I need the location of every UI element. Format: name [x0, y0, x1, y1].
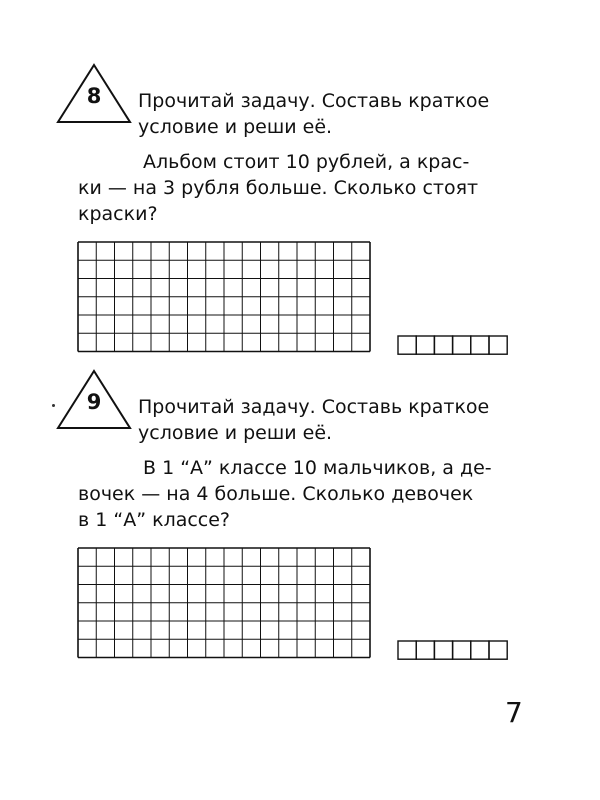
page-number: 7: [505, 696, 523, 729]
answer-cell[interactable]: [416, 641, 434, 659]
problem-line: ки — на 3 рубля больше. Сколько стоят: [78, 177, 479, 199]
answer-cells[interactable]: [397, 335, 508, 355]
problem-line: в 1 “А” классе?: [78, 509, 231, 531]
solution-grid[interactable]: [77, 547, 371, 659]
task-number-badge: [54, 368, 134, 432]
instruction-line: условие и реши её.: [138, 422, 333, 444]
answer-cell[interactable]: [453, 641, 471, 659]
answer-cell[interactable]: [416, 336, 434, 354]
answer-cell[interactable]: [453, 336, 471, 354]
answer-cell[interactable]: [398, 641, 416, 659]
answer-cell[interactable]: [434, 641, 452, 659]
problem-line: вочек — на 4 больше. Сколько девочек: [78, 483, 474, 505]
problem-line: В 1 “А” классе 10 мальчиков, а де-: [143, 457, 492, 479]
task-number-badge: [54, 62, 134, 126]
instruction-line: Прочитай задачу. Составь краткое: [138, 396, 490, 418]
answer-cells[interactable]: [397, 640, 508, 660]
instruction-line: условие и реши её.: [138, 116, 333, 138]
print-speck: [52, 404, 55, 407]
instruction-line: Прочитай задачу. Составь краткое: [138, 90, 490, 112]
answer-cell[interactable]: [471, 336, 489, 354]
problem-line: Альбом стоит 10 рублей, а крас-: [143, 151, 470, 173]
problem-line: краски?: [78, 203, 158, 225]
solution-grid[interactable]: [77, 241, 371, 353]
task-number: 8: [86, 84, 102, 108]
task-number: 9: [86, 390, 102, 414]
answer-cell[interactable]: [434, 336, 452, 354]
answer-cell[interactable]: [489, 641, 507, 659]
answer-cell[interactable]: [398, 336, 416, 354]
answer-cell[interactable]: [489, 336, 507, 354]
answer-cell[interactable]: [471, 641, 489, 659]
